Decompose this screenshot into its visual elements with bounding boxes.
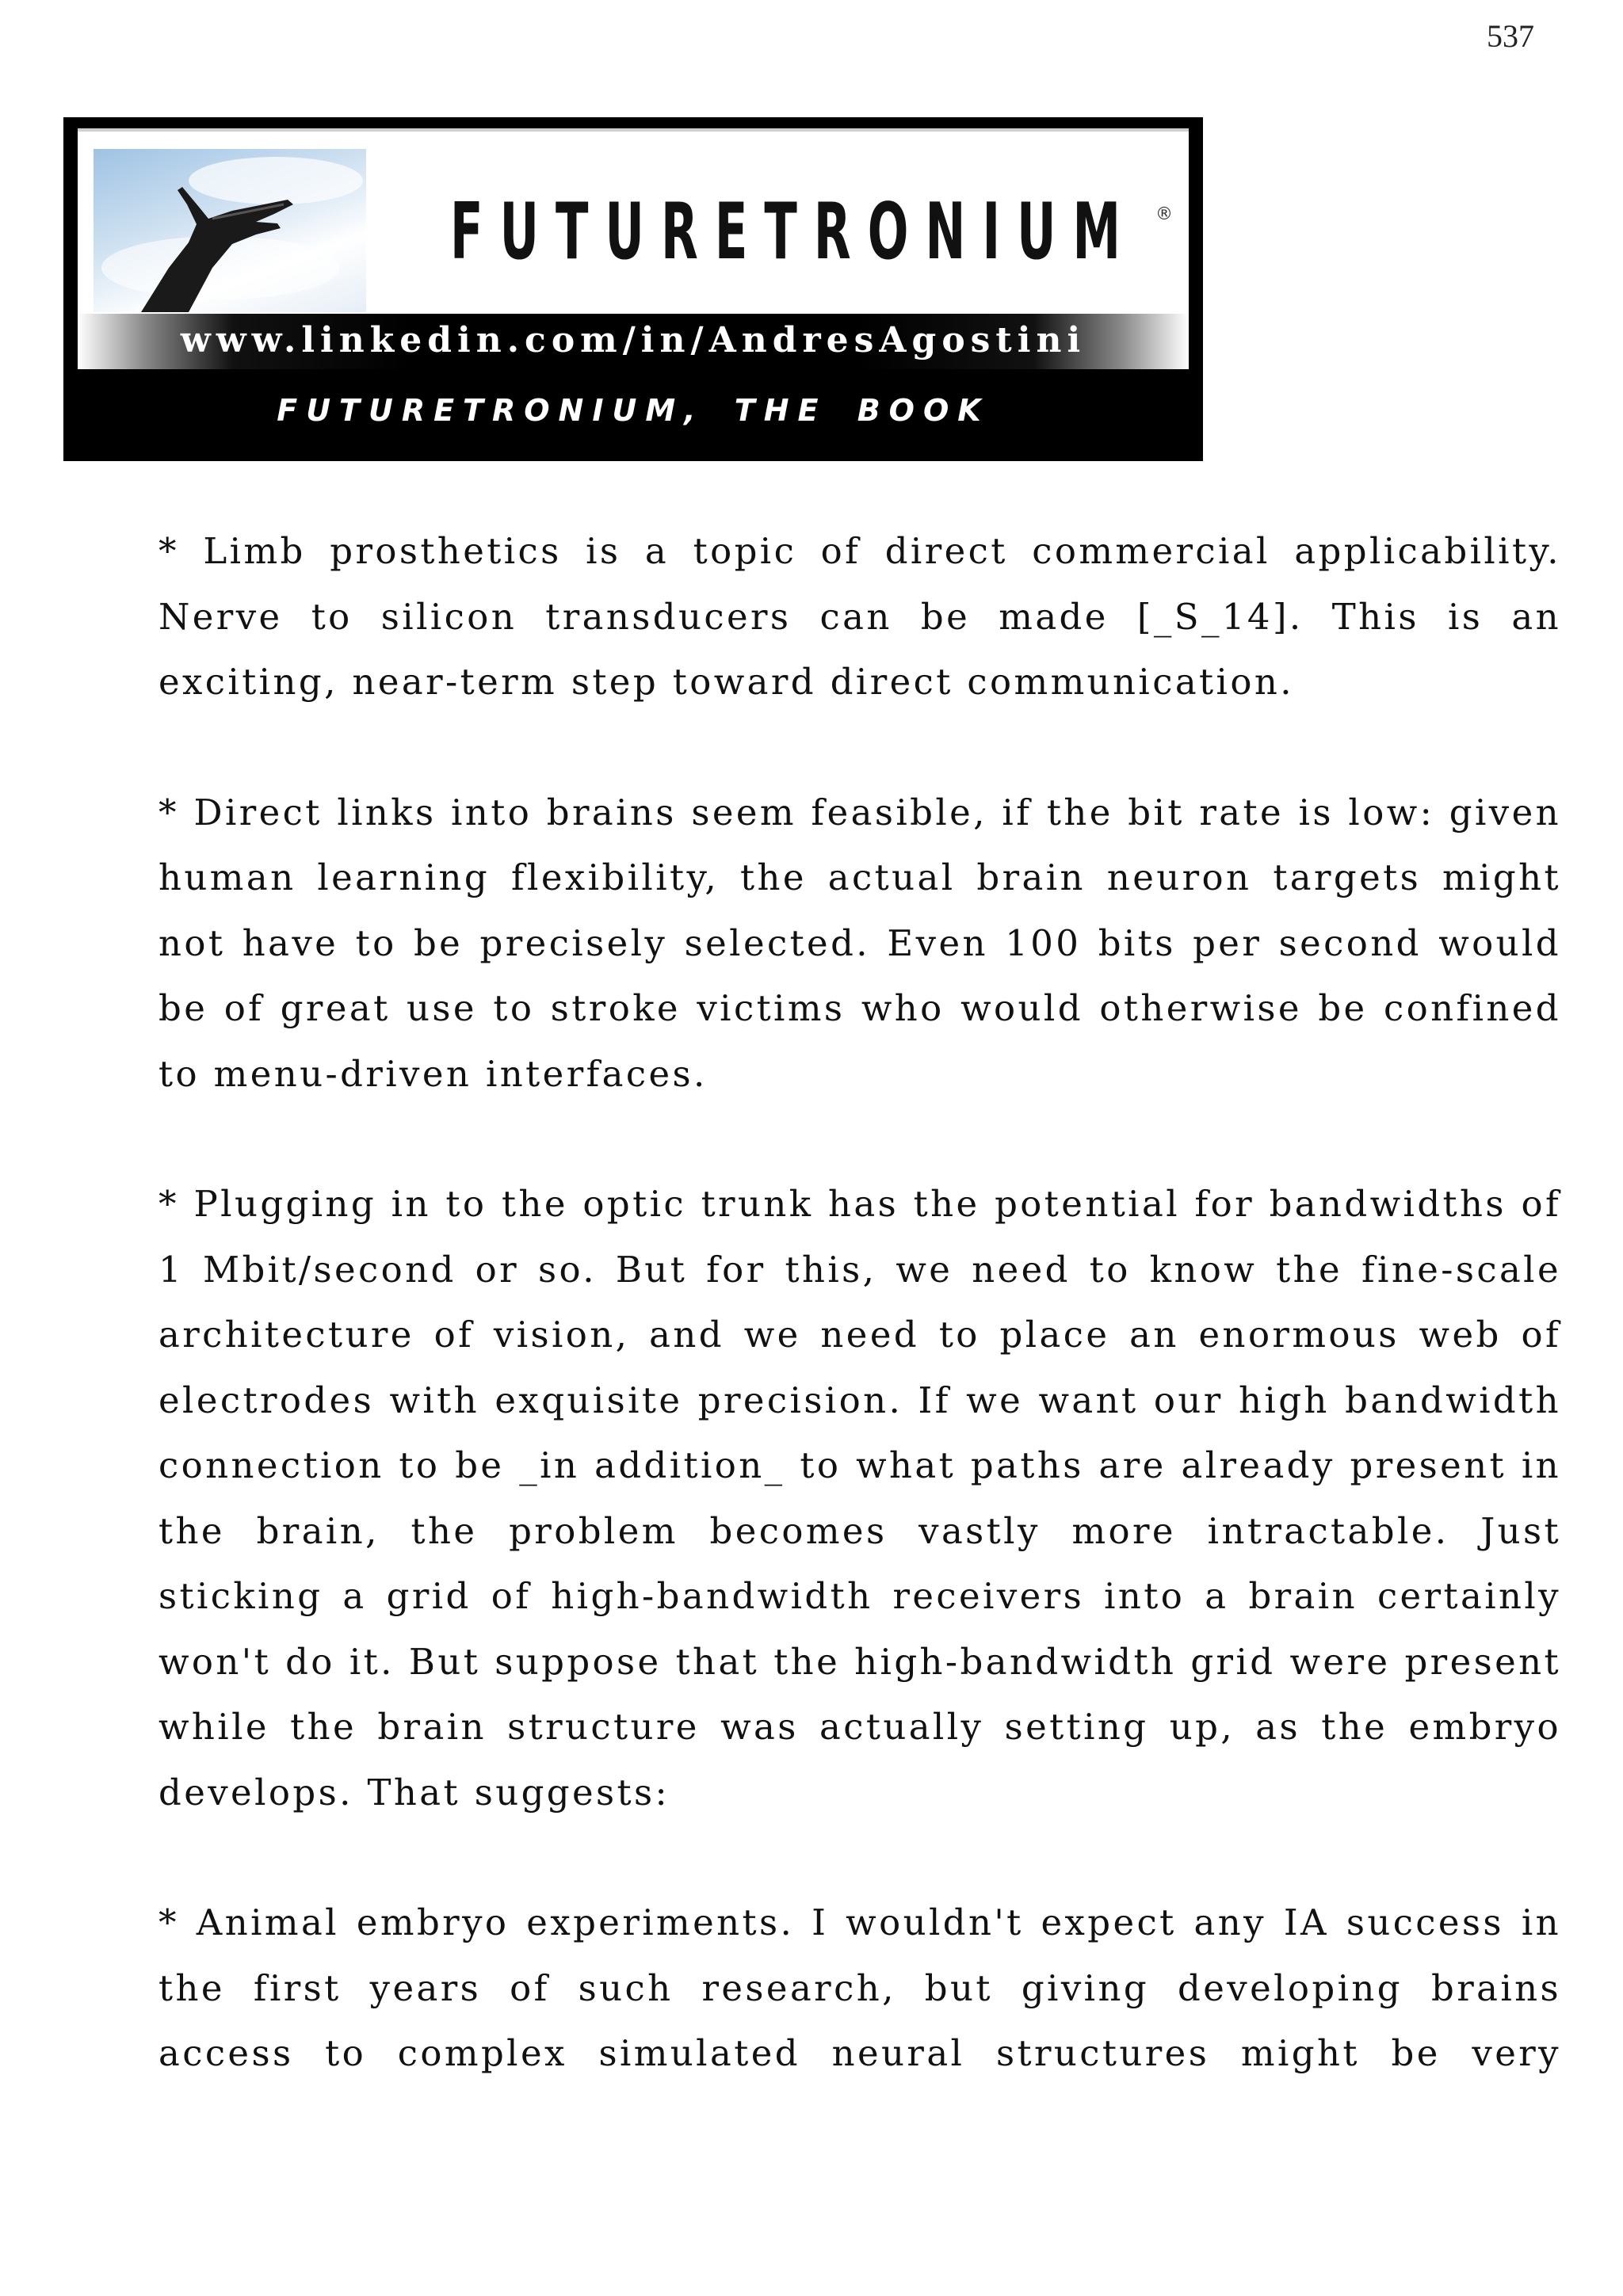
hand-silhouette-icon (94, 149, 366, 312)
paragraph-optic-trunk: * Plugging in to the optic trunk has the potential for bandwidths of 1 Mbit/second or so. But for this, we need to know the fine-scale architecture of vision, and we need to place an enormous web of electrodes with exquisite precision. If we want our high bandwidth connection to be _in addition_ to what paths are already present in the brain, the problem becomes vastly more intractable. Just sticking a grid of high-bandwidth receivers into a brain certainly won't do it. But suppose that the high-bandwidth grid were present while the brain structure was actually setting up, as the embryo develops. That suggests: (158, 1183, 1561, 1814)
paragraph-limb-prosthetics: * Limb prosthetics is a topic of direct commercial applicability. Nerve to silicon transducers can be made [_S_14]. This is an exciting, near-term step toward direct communication. (158, 530, 1561, 703)
paragraph-direct-links: * Direct links into brains seem feasible, if the bit rate is low: given human learning flexibility, the actual brain neuron targets might not have to be precisely selected. Even 100 bits per second would be of great use to stroke victims who would otherwise be confined to menu-driven interfaces. (158, 791, 1561, 1095)
registered-mark: ® (1155, 204, 1173, 224)
linkedin-url: www.linkedin.com/in/AndresAgostini (180, 320, 1086, 360)
page-body (158, 519, 1561, 2152)
book-title: FUTURETRONIUM, THE BOOK (277, 393, 990, 428)
paragraph-animal-embryo: * Animal embryo experiments. I wouldn't expect any IA success in the first years of such research, but giving developing brains access to complex simulated neural structures might be very (158, 1901, 1561, 2074)
page-number: 537 (1487, 18, 1534, 54)
brand-wordmark: FUTURETRONIUM (450, 187, 1138, 277)
banner-logo-panel (78, 128, 1189, 369)
hand-reaching-sky-icon (94, 149, 366, 312)
futuretronium-banner (63, 117, 1203, 461)
url-band (78, 314, 1189, 369)
